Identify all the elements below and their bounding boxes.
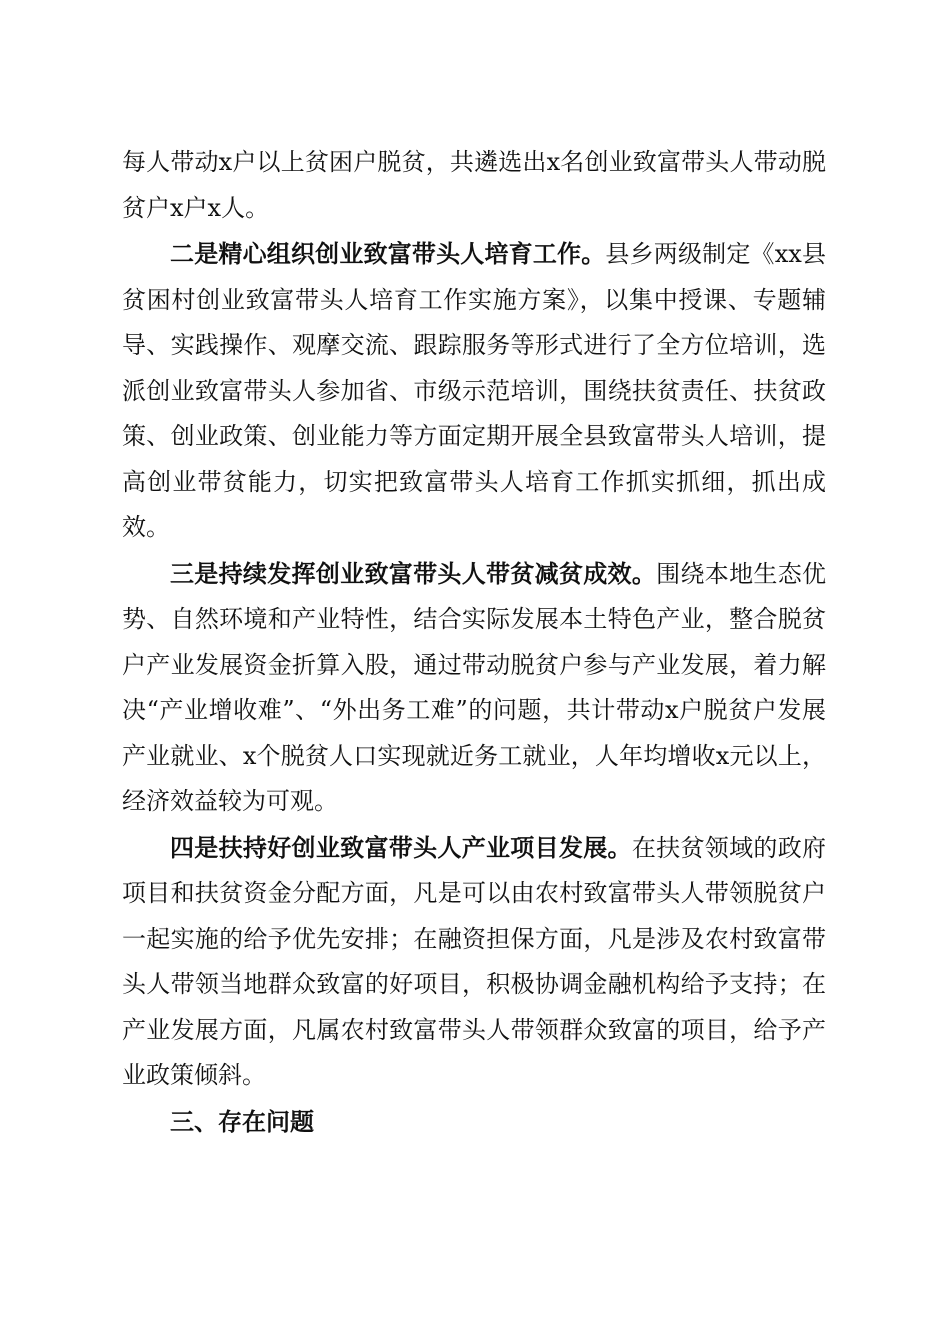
section-heading: 三、存在问题 (170, 1106, 314, 1136)
paragraph-2 (122, 231, 826, 551)
paragraph-4 (122, 825, 826, 1099)
paragraph-4-body: 在扶贫领域的政府项目和扶贫资金分配方面，凡是可以由农村致富带头人带领脱贫户一起实施的给予优先安排；在融资担保方面，凡是涉及农村致富带头人带领当地群众致富的好项目，积极协调金融机构给予支持；在产业发展方面，凡属农村致富带头人带领群众致富的项目，给予产业政策倾斜。 (122, 833, 827, 1089)
paragraph-2-body: 县乡两级制定《xx县贫困村创业致富带头人培育工作实施方案》，以集中授课、专题辅导、实践操作、观摩交流、跟踪服务等形式进行了全方位培训，选派创业致富带头人参加省、市级示范培训，围绕扶贫责任、扶贫政策、创业政策、创业能力等方面定期开展全县致富带头人培训，提高创业带贫能力，切实把致富带头人培育工作抓实抓细，抓出成效。 (122, 240, 826, 541)
paragraph-3 (122, 551, 826, 825)
paragraph-3-body: 围绕本地生态优势、自然环境和产业特性，结合实际发展本土特色产业，整合脱贫户产业发展资金折算入股，通过带动脱贫户参与产业发展，着力解决“产业增收难”、“外出务工难”的问题，共计带动x户脱贫户发展产业就业、x个脱贫人口实现就近务工就业，人年均增收x元以上，经济效益较为可观。 (122, 559, 827, 815)
paragraph-3-lead: 三是持续发挥创业致富带头人带贫减贫成效。 (170, 558, 657, 588)
paragraph-1 (122, 140, 826, 231)
document-page (122, 140, 826, 1144)
paragraph-2-lead: 二是精心组织创业致富带头人培育工作。 (170, 239, 606, 268)
paragraph-4-lead: 四是扶持好创业致富带头人产业项目发展。 (170, 832, 632, 862)
paragraph-1-body: 每人带动x户以上贫困户脱贫，共遴选出x名创业致富带头人带动脱贫户x户x人。 (122, 148, 826, 222)
